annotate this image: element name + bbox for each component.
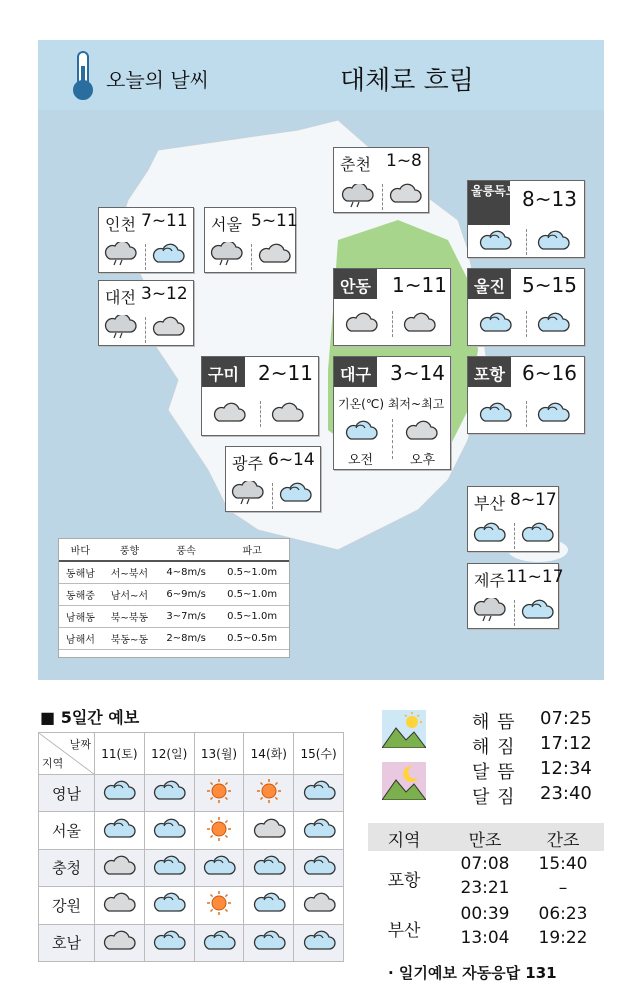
divider [260,401,261,427]
city-badge: 대구 [334,357,377,387]
sun-moon-time: 23:40 [540,783,592,804]
sea-cell: 남해동 [59,605,102,627]
tide-header: 간조 [546,831,580,851]
table-row [59,627,289,649]
divider [526,229,527,255]
header-right-title: 대체로 흐림 [340,66,474,96]
forecast-cell [144,887,194,924]
sea-cell: 0.5~1.0m [215,561,289,583]
day-header: 12(일) [144,733,194,775]
tide-region: 부산 [387,921,421,941]
forecast-cell [194,812,244,849]
forecast-cell [95,812,145,849]
day-header: 14(화) [244,733,294,775]
cloud-icon [102,929,136,953]
partly-cloudy-icon [472,521,506,545]
sea-conditions-table [58,538,290,658]
forecast-cell [194,887,244,924]
tide-low: 19:22 [538,928,588,948]
header-left-title: 오늘의 날씨 [106,68,209,92]
legend-pm: 오후 [410,453,436,468]
sea-cell: 남서~서 [102,583,157,605]
city-badge: 울진 [468,269,511,299]
partly-cloudy-icon [102,779,136,803]
cloud-icon [302,891,336,915]
forecast-cell [95,887,145,924]
day-header: 15(수) [294,733,344,775]
city-temp: 5~11 [251,211,298,231]
forecast-cell [294,812,344,849]
cloud-icon [257,242,291,266]
forecast-cell [144,849,194,886]
forecast-row [39,849,344,886]
sun-moon-time: 12:34 [540,758,592,779]
sun-moon-label: 해 짐 [472,737,516,758]
city-card-jeju [467,563,564,629]
city-card-busan [467,486,559,552]
partly-cloudy-icon [152,817,186,841]
cloud-icon [102,854,136,878]
tide-high: 07:08 [460,854,510,874]
city-badge: 포항 [468,357,511,387]
cloud-rain-icon [103,315,137,339]
sun-moon-label: 해 뜸 [472,712,516,733]
partly-cloudy-icon [478,229,512,253]
table-row [59,605,289,627]
divider [251,244,252,270]
partly-cloudy-icon [202,929,236,953]
moon-mountain-icon [382,762,426,800]
corner-top-label: 날짜 [69,738,91,751]
divider [145,244,146,270]
city-temp: 1~8 [386,151,422,171]
sun-moon-time: 07:25 [540,708,592,729]
forecast-row [39,775,344,812]
sea-cell: 4~8m/s [157,561,215,583]
city-temp: 2~11 [258,361,313,385]
forecast-cell [194,849,244,886]
city-temp: 6~14 [268,450,315,470]
forecast-cell [244,812,294,849]
city-card-seoul [204,207,296,273]
tide-high: 13:04 [460,928,510,948]
sea-cell: 3~7m/s [157,605,215,627]
city-badge: 울릉독도 [468,181,510,225]
city-temp: 3~14 [390,361,445,385]
divider [392,311,393,337]
city-name: 서울 [211,215,242,234]
sea-cell: 동해중 [59,583,102,605]
city-temp: 7~11 [141,211,188,231]
partly-cloudy-icon [478,311,512,335]
forecast-cell [244,849,294,886]
sun-moon-label: 달 짐 [472,787,516,808]
day-header: 13(월) [194,733,244,775]
tide-high: 23:21 [460,878,510,898]
city-badge: 구미 [202,357,245,387]
sea-header: 풍향 [102,539,157,561]
divider [392,419,393,459]
tide-high: 00:39 [460,904,510,924]
corner-cell [39,733,95,775]
table-row [59,561,289,583]
forecast-cell [95,924,145,961]
city-temp: 5~15 [522,273,577,297]
region-label: 호남 [39,924,95,961]
cloud-icon [102,891,136,915]
forecast-cell [244,775,294,812]
cloud-icon [270,401,304,425]
sea-header: 바다 [59,539,102,561]
corner-bottom-label: 지역 [42,757,64,770]
divider [272,483,273,509]
forecast-title: ■ 5일간 예보 [40,708,140,727]
partly-cloudy-icon [102,817,136,841]
forecast-cell [244,887,294,924]
city-card-gumi [201,356,319,436]
partly-cloudy-icon [520,521,554,545]
region-label: 서울 [39,812,95,849]
tide-low: – [558,878,568,898]
divider [514,523,515,549]
forecast-cell [144,775,194,812]
forecast-cell [294,775,344,812]
divider [526,401,527,427]
forecast-cell [95,849,145,886]
divider [526,311,527,337]
tide-low: 06:23 [538,904,588,924]
city-card-pohang [467,356,585,434]
city-temp: 1~11 [392,273,447,297]
region-label: 영남 [39,775,95,812]
forecast-cell [294,887,344,924]
partly-cloudy-icon [302,929,336,953]
city-temp: 11~17 [506,567,564,587]
city-card-daejeon [98,280,194,346]
city-name: 춘천 [340,155,371,174]
forecast-cell [95,775,145,812]
city-card-uljin [467,268,585,346]
partly-cloudy-icon [478,401,512,425]
partly-cloudy-icon [302,779,336,803]
thermometer-icon [68,50,98,102]
forecast-cell [244,924,294,961]
sea-cell: 0.5~1.0m [215,583,289,605]
tide-header: 지역 [387,831,421,851]
sea-cell: 동해남 [59,561,102,583]
region-label: 충청 [39,849,95,886]
sea-cell: 서~북서 [102,561,157,583]
city-card-gwangju [225,446,321,512]
table-row [59,583,289,605]
partly-cloudy-icon [536,229,570,253]
partly-cloudy-icon [152,854,186,878]
divider [382,184,383,210]
city-name: 인천 [105,215,136,234]
sea-cell: 6~9m/s [157,583,215,605]
city-card-chuncheon [333,147,429,213]
city-badge: 안동 [334,269,377,299]
cloud-rain-icon [103,242,137,266]
partly-cloudy-icon [536,401,570,425]
cloud-rain-icon [472,598,506,622]
sea-cell: 북~북동 [102,605,157,627]
partly-cloudy-icon [152,779,186,803]
sea-cell: 0.5~1.0m [215,605,289,627]
region-label: 강원 [39,887,95,924]
day-header: 11(토) [95,733,145,775]
cloud-icon [388,182,422,206]
city-temp: 8~13 [522,187,577,211]
cloud-icon [212,401,246,425]
legend-am: 오전 [348,453,374,468]
cloud-icon [344,311,378,335]
divider [145,317,146,343]
partly-cloudy-icon [344,419,378,443]
sun-moon-time: 17:12 [540,733,592,754]
city-card-ulleung-dokdo [467,180,585,258]
city-temp: 6~16 [522,361,577,385]
tide-region: 포항 [387,871,421,891]
forecast-row [39,887,344,924]
sun-icon [252,779,286,803]
sea-cell: 2~8m/s [157,627,215,649]
partly-cloudy-icon [302,817,336,841]
partly-cloudy-icon [202,854,236,878]
forecast-row [39,924,344,961]
city-temp: 3~12 [141,284,188,304]
city-name: 대전 [105,288,136,307]
cloud-icon [402,311,436,335]
sea-header: 풍속 [157,539,215,561]
forecast-cell [194,924,244,961]
sea-header: 파고 [215,539,289,561]
tide-header: 만조 [468,831,502,851]
partly-cloudy-icon [536,311,570,335]
city-name: 광주 [232,454,263,473]
divider [514,600,515,626]
partly-cloudy-icon [152,929,186,953]
partly-cloudy-icon [302,854,336,878]
sun-icon [202,779,236,803]
partly-cloudy-icon [278,481,312,505]
forecast-cell [144,924,194,961]
city-name: 제주 [474,571,505,590]
forecast-cell [144,812,194,849]
footer-phone-line: · 일기예보 자동응답 131 [388,964,557,982]
cloud-icon [404,419,438,443]
sun-mountain-icon [382,710,426,748]
city-name: 부산 [474,494,505,513]
forecast-cell [294,849,344,886]
tide-low: 15:40 [538,854,588,874]
forecast-cell [194,775,244,812]
partly-cloudy-icon [252,929,286,953]
forecast-cell [294,924,344,961]
forecast-row [39,812,344,849]
city-card-andong [333,268,451,346]
partly-cloudy-icon [520,598,554,622]
partly-cloudy-icon [252,854,286,878]
cloud-icon [252,817,286,841]
cloud-rain-icon [209,242,243,266]
sea-cell: 북동~동 [102,627,157,649]
legend-label: 기온(℃) 최저~최고 [338,397,445,411]
partly-cloudy-icon [152,891,186,915]
sea-cell: 0.5~0.5m [215,627,289,649]
partly-cloudy-icon [252,891,286,915]
city-card-daegu [333,356,451,470]
partly-cloudy-icon [151,242,185,266]
cloud-icon [151,315,185,339]
cloud-rain-icon [230,481,264,505]
city-card-incheon [98,207,194,273]
sea-cell: 남해서 [59,627,102,649]
city-temp: 8~17 [510,490,557,510]
five-day-forecast-table [38,732,344,962]
sun-icon [202,817,236,841]
cloud-rain-icon [340,184,374,208]
sun-moon-label: 달 뜸 [472,762,516,783]
sun-icon [202,891,236,915]
